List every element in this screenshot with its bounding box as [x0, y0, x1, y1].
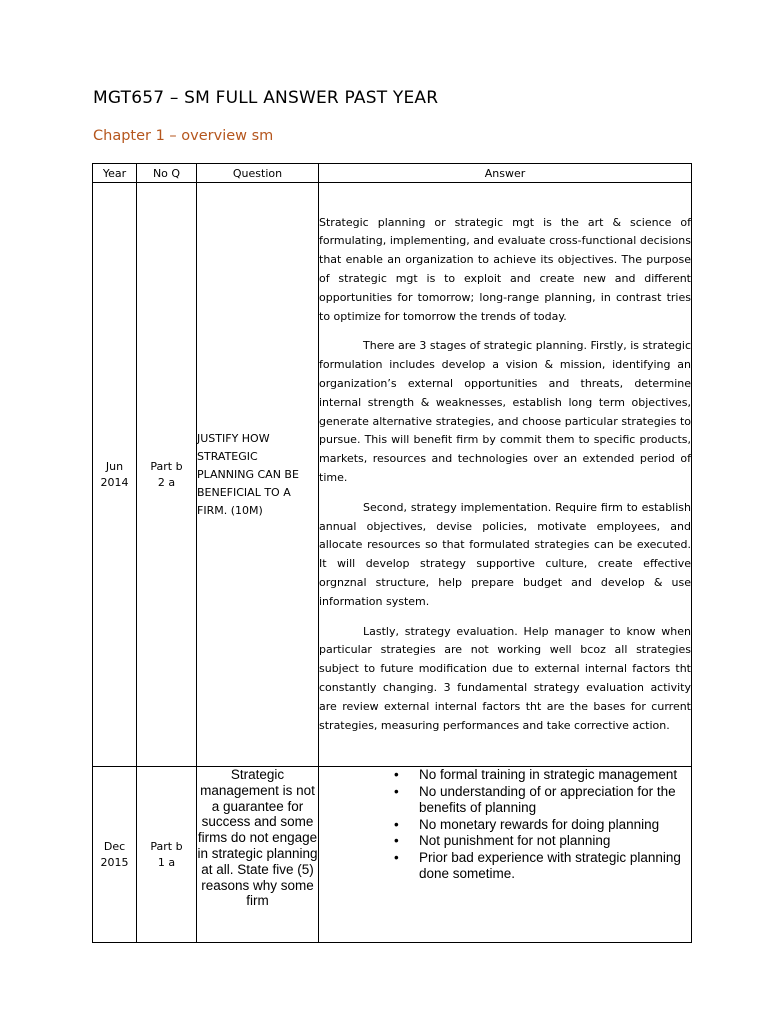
- list-item: • No understanding of or appreciation for the benefits of planning: [417, 784, 691, 817]
- answer-paragraph: Second, strategy implementation. Require firm to establish annual objectives, devise policies, motivate employees, and allocate resources so that formulated strategies can be executed. It will develop strategy supportive culture, create effective orgnznal structure, help prepare budget and develop & use information system.: [319, 500, 691, 608]
- question-number-cell: [137, 183, 197, 767]
- header-answer: Answer: [319, 164, 692, 183]
- question-part: Part b: [150, 839, 183, 853]
- answer-cell: [319, 767, 692, 943]
- year-cell: [93, 767, 137, 943]
- answer-paragraph: Lastly, strategy evaluation. Help manager to know when particular strategies are not working well bcoz all strategies subject to future modification due to external internal factors tht constantly changing. 3 fundamental strategy evaluation activity are review external internal factors tht are the bases for current strategies, measuring performances and take corrective action.: [319, 624, 691, 732]
- list-item: • Not punishment for not planning: [417, 833, 691, 850]
- header-question: Question: [197, 164, 319, 183]
- answer-cell: [319, 183, 692, 767]
- question-number-cell: [137, 767, 197, 943]
- header-no-q: No Q: [137, 164, 197, 183]
- year-value: 2014: [100, 475, 129, 489]
- list-item: • No monetary rewards for doing planning: [417, 817, 691, 834]
- table-row: [93, 767, 692, 943]
- question-number: 2 a: [157, 475, 176, 489]
- past-year-table: [92, 163, 692, 943]
- year-month: Jun: [105, 459, 124, 473]
- chapter-heading: Chapter 1 – overview sm: [93, 128, 274, 144]
- question-number: 1 a: [157, 855, 176, 869]
- list-item: • No formal training in strategic management: [417, 767, 691, 784]
- year-cell: [93, 183, 137, 767]
- year-value: 2015: [100, 855, 129, 869]
- question-cell: JUSTIFY HOW STRATEGIC PLANNING CAN BE BENEFICIAL TO A FIRM. (10M): [197, 183, 319, 767]
- answer-paragraph: Strategic planning or strategic mgt is the art & science of formulating, implementing, and evaluate cross-functional decisions that enable an organization to achieve its objectives. The purpose of strategic mgt is to exploit and create new and different opportunities for tomorrow; long-range planning, in contrast tries to optimize for tomorrow the trends of today.: [319, 215, 691, 323]
- header-year: Year: [93, 164, 137, 183]
- question-cell: Strategic management is not a guarantee for success and some firms do not engage in strategic planning at all. State five (5) reasons why some firm: [197, 767, 319, 943]
- year-month: Dec: [103, 839, 126, 853]
- answer-paragraph: There are 3 stages of strategic planning. Firstly, is strategic formulation includes develop a vision & mission, identifying an organization’s external opportunities and threats, determine internal strength & weaknesses, establish long term objectives, generate alternative strategies, and choose particular strategies to pursue. This will benefit firm by commit them to specific products, markets, resources and technologies over an extended period of time.: [319, 339, 691, 484]
- table-row: [93, 183, 692, 767]
- list-item: • Prior bad experience with strategic planning done sometime.: [417, 850, 691, 883]
- question-part: Part b: [150, 459, 183, 473]
- document-title: MGT657 – SM FULL ANSWER PAST YEAR: [93, 88, 439, 108]
- answer-bullet-list: [319, 767, 691, 883]
- table-header-row: [93, 164, 692, 183]
